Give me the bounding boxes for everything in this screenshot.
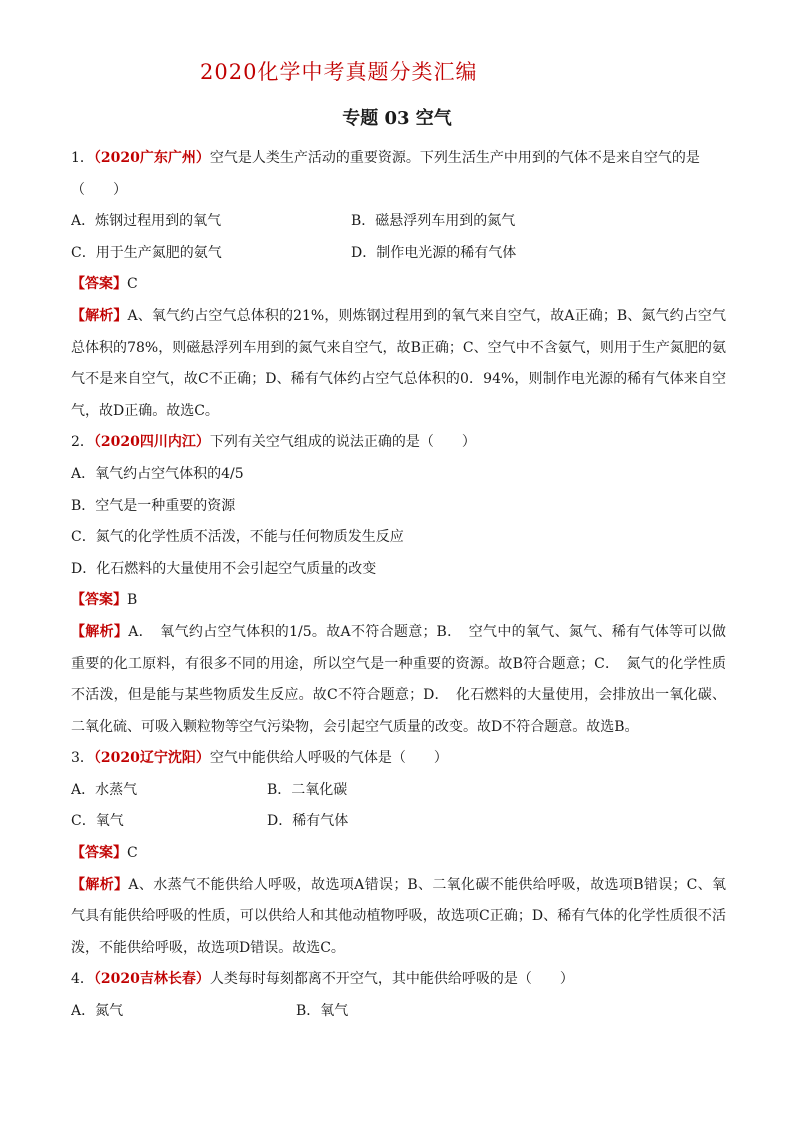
options-row	[71, 206, 726, 238]
option-d: D．制作电光源的稀有气体	[351, 244, 517, 261]
options-row	[71, 806, 726, 838]
question-text: 下列有关空气组成的说法正确的是（ ）	[209, 434, 476, 451]
analysis-line	[71, 870, 726, 902]
option-a: A．水蒸气	[71, 781, 138, 798]
answer-tag: 【答案】	[71, 845, 127, 862]
analysis-line: 重要的化工原料，有很多不同的用途，所以空气是一种重要的资源。故B符合题意；C． 氮气的化学性质	[71, 655, 726, 672]
answer-value: C	[127, 276, 138, 293]
options-row	[71, 775, 726, 807]
analysis-tag: 【解析】	[71, 623, 129, 640]
question-text: 空气是人类生产活动的重要资源。下列生活生产中用到的气体不是来自空气的是	[209, 150, 700, 166]
option-b: B．磁悬浮列车用到的氮气	[351, 213, 516, 230]
analysis-text: A． 氧气约占空气体积的1/5。故A不符合题意；B． 空气中的氧气、氮气、稀有气体等可以做	[128, 623, 726, 640]
option-a: A．炼钢过程用到的氧气	[71, 213, 222, 230]
analysis-line	[71, 617, 726, 649]
answer-value: B	[127, 592, 138, 609]
option-a: A．氮气	[71, 1003, 124, 1020]
option-c: C．用于生产氮肥的氨气	[71, 244, 222, 261]
option-c: C．氧气	[71, 813, 124, 830]
answer-tag: 【答案】	[71, 276, 127, 293]
question-4-stem	[71, 964, 726, 996]
analysis-text: A、氧气约占空气总体积的21%，则炼钢过程用到的氧气来自空气，故A正确；B、氮气约占空气	[127, 307, 726, 324]
question-1-stem	[71, 143, 726, 175]
option-b: B．空气是一种重要的资源	[71, 497, 236, 514]
analysis-line: 气具有能供给呼吸的性质，可以供给人和其他动植物呼吸，故选项C正确；D、稀有气体的化学性质很不活	[71, 908, 726, 925]
question-number: 2．	[71, 434, 94, 451]
question-3-stem	[71, 743, 726, 775]
question-list	[71, 143, 726, 1028]
question-text: 人类每时每刻都离不开空气，其中能供给呼吸的是（ ）	[209, 971, 574, 988]
page-subtitle: 专题 03 空气	[342, 108, 452, 129]
analysis-line: 气，故D正确。故选C。	[71, 402, 219, 419]
answer-value: C	[127, 845, 138, 862]
analysis-line: 不活泼，但是能与某些物质发生反应。故C不符合题意；D． 化石燃料的大量使用，会排放出一氧化碳、	[71, 687, 726, 704]
page-title: 2020化学中考真题分类汇编	[200, 60, 478, 84]
option-d: D．化石燃料的大量使用不会引起空气质量的改变	[71, 560, 377, 577]
answer-line	[71, 838, 726, 870]
option-c: C．氮气的化学性质不活泼，不能与任何物质发生反应	[71, 529, 404, 546]
answer-line	[71, 269, 726, 301]
question-text: 空气中能供给人呼吸的气体是（ ）	[209, 750, 448, 767]
option-a: A．氧气约占空气体积的4/5	[71, 465, 244, 482]
analysis-tag: 【解析】	[71, 307, 128, 324]
option-d: D．稀有气体	[267, 813, 349, 830]
analysis-line: 泼，不能供给呼吸，故选项D错误。故选C。	[71, 939, 345, 956]
options-row	[71, 238, 726, 270]
option-b: B．氧气	[296, 1003, 349, 1020]
question-number: 4．	[71, 971, 94, 988]
question-number: 1．	[71, 150, 94, 166]
option-b: B．二氧化碳	[267, 781, 348, 798]
question-number: 3．	[71, 750, 94, 767]
analysis-line	[71, 301, 726, 333]
question-source: （2020吉林长春）	[93, 971, 210, 988]
question-source: （2020广东广州）	[93, 150, 210, 166]
analysis-tag: 【解析】	[71, 876, 129, 893]
answer-tag: 【答案】	[71, 592, 127, 609]
analysis-line: 二氧化硫、可吸入颗粒物等空气污染物，会引起空气质量的改变。故D不符合题意。故选B。	[71, 718, 639, 735]
question-2-stem	[71, 427, 726, 459]
answer-blank: （ ）	[71, 181, 127, 198]
analysis-text: A、水蒸气不能供给人呼吸，故选项A错误；B、二氧化碳不能供给呼吸，故选项B错误；C、氧	[128, 876, 726, 893]
answer-line	[71, 585, 726, 617]
analysis-line: 总体积的78%，则磁悬浮列车用到的氮气来自空气，故B正确；C、空气中不含氨气，则用于生产氮肥的氨	[71, 339, 726, 356]
question-source: （2020辽宁沈阳）	[93, 750, 210, 767]
question-source: （2020四川内江）	[93, 434, 210, 451]
analysis-line: 气不是来自空气，故C不正确；D、稀有气体约占空气总体积的0．94%，则制作电光源的稀有气体来自空	[71, 371, 726, 388]
options-row	[71, 996, 726, 1028]
